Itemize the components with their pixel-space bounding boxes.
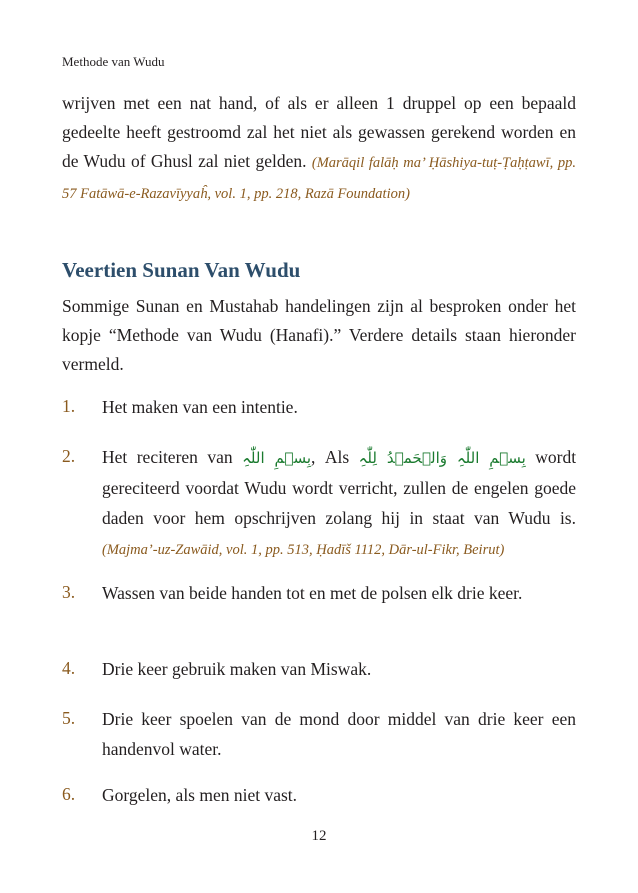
section-heading: Veertien Sunan Van Wudu [62,258,301,282]
list-item-number: 6. [62,784,76,804]
intro-reference: (Marāqil falāḥ ma’ Ḥāshiya-tuṭ-Ṭaḥṭawī, pp. 57 Fatāwā-e-Razavīyyaĥ, vol. 1, pp. 218, Razā Foundation) [62,155,576,202]
list-item-number: 5. [62,708,76,728]
arabic-bismillah: بِسۡمِ اللّٰہِ [242,449,312,467]
arabic-bismillah-walhamdulillah: بِسۡمِ اللّٰہِ وَالۡحَمۡدُ لِلّٰہِ [358,449,526,467]
list-item-text: Gorgelen, als men niet vast. [102,785,298,805]
list-item-number: 1. [62,396,76,416]
list-item-text: Het maken van een intentie. [102,397,298,417]
list-item-number: 2. [62,446,76,466]
list-item-text-b: , Als [311,447,350,467]
list-item-text: Drie keer spoelen van de mond door middel van drie keer een handenvol water. [102,709,576,759]
running-header: Methode van Wudu [62,54,165,69]
intro-text: wrijven met een nat hand, of als er alleen 1 druppel op een bepaald gedeelte heeft gestroomd zal het niet als gewassen gerekend worden en de Wudu of Ghusl zal niet gelden. [62,93,576,171]
list-item-text-a: Het reciteren van [102,447,233,467]
list-item-text: Drie keer gebruik maken van Miswak. [102,659,372,679]
page-number: 12 [311,828,327,844]
list-item-text [102,442,576,565]
list-item-number: 4. [62,658,76,678]
list-item-reference: (Majma’-uz-Zawāid, vol. 1, pp. 513, Ḥadīš 1112, Dār-ul-Fikr, Beirut) [102,542,505,558]
section-paragraph: Sommige Sunan en Mustahab handelingen zijn al besproken onder het kopje “Methode van Wudu (Hanafi).” Verdere details staan hieronder vermeld. [62,296,576,374]
intro-paragraph [62,89,576,209]
list-item-text-c: wordt gereciteerd voordat Wudu wordt verricht, zullen de engelen goede daden voor hem opschrijven zolang hij in staat van Wudu is. [102,447,577,528]
list-item-text: Wassen van beide handen tot en met de polsen elk drie keer. [102,583,523,603]
list-item-number: 3. [62,582,76,602]
